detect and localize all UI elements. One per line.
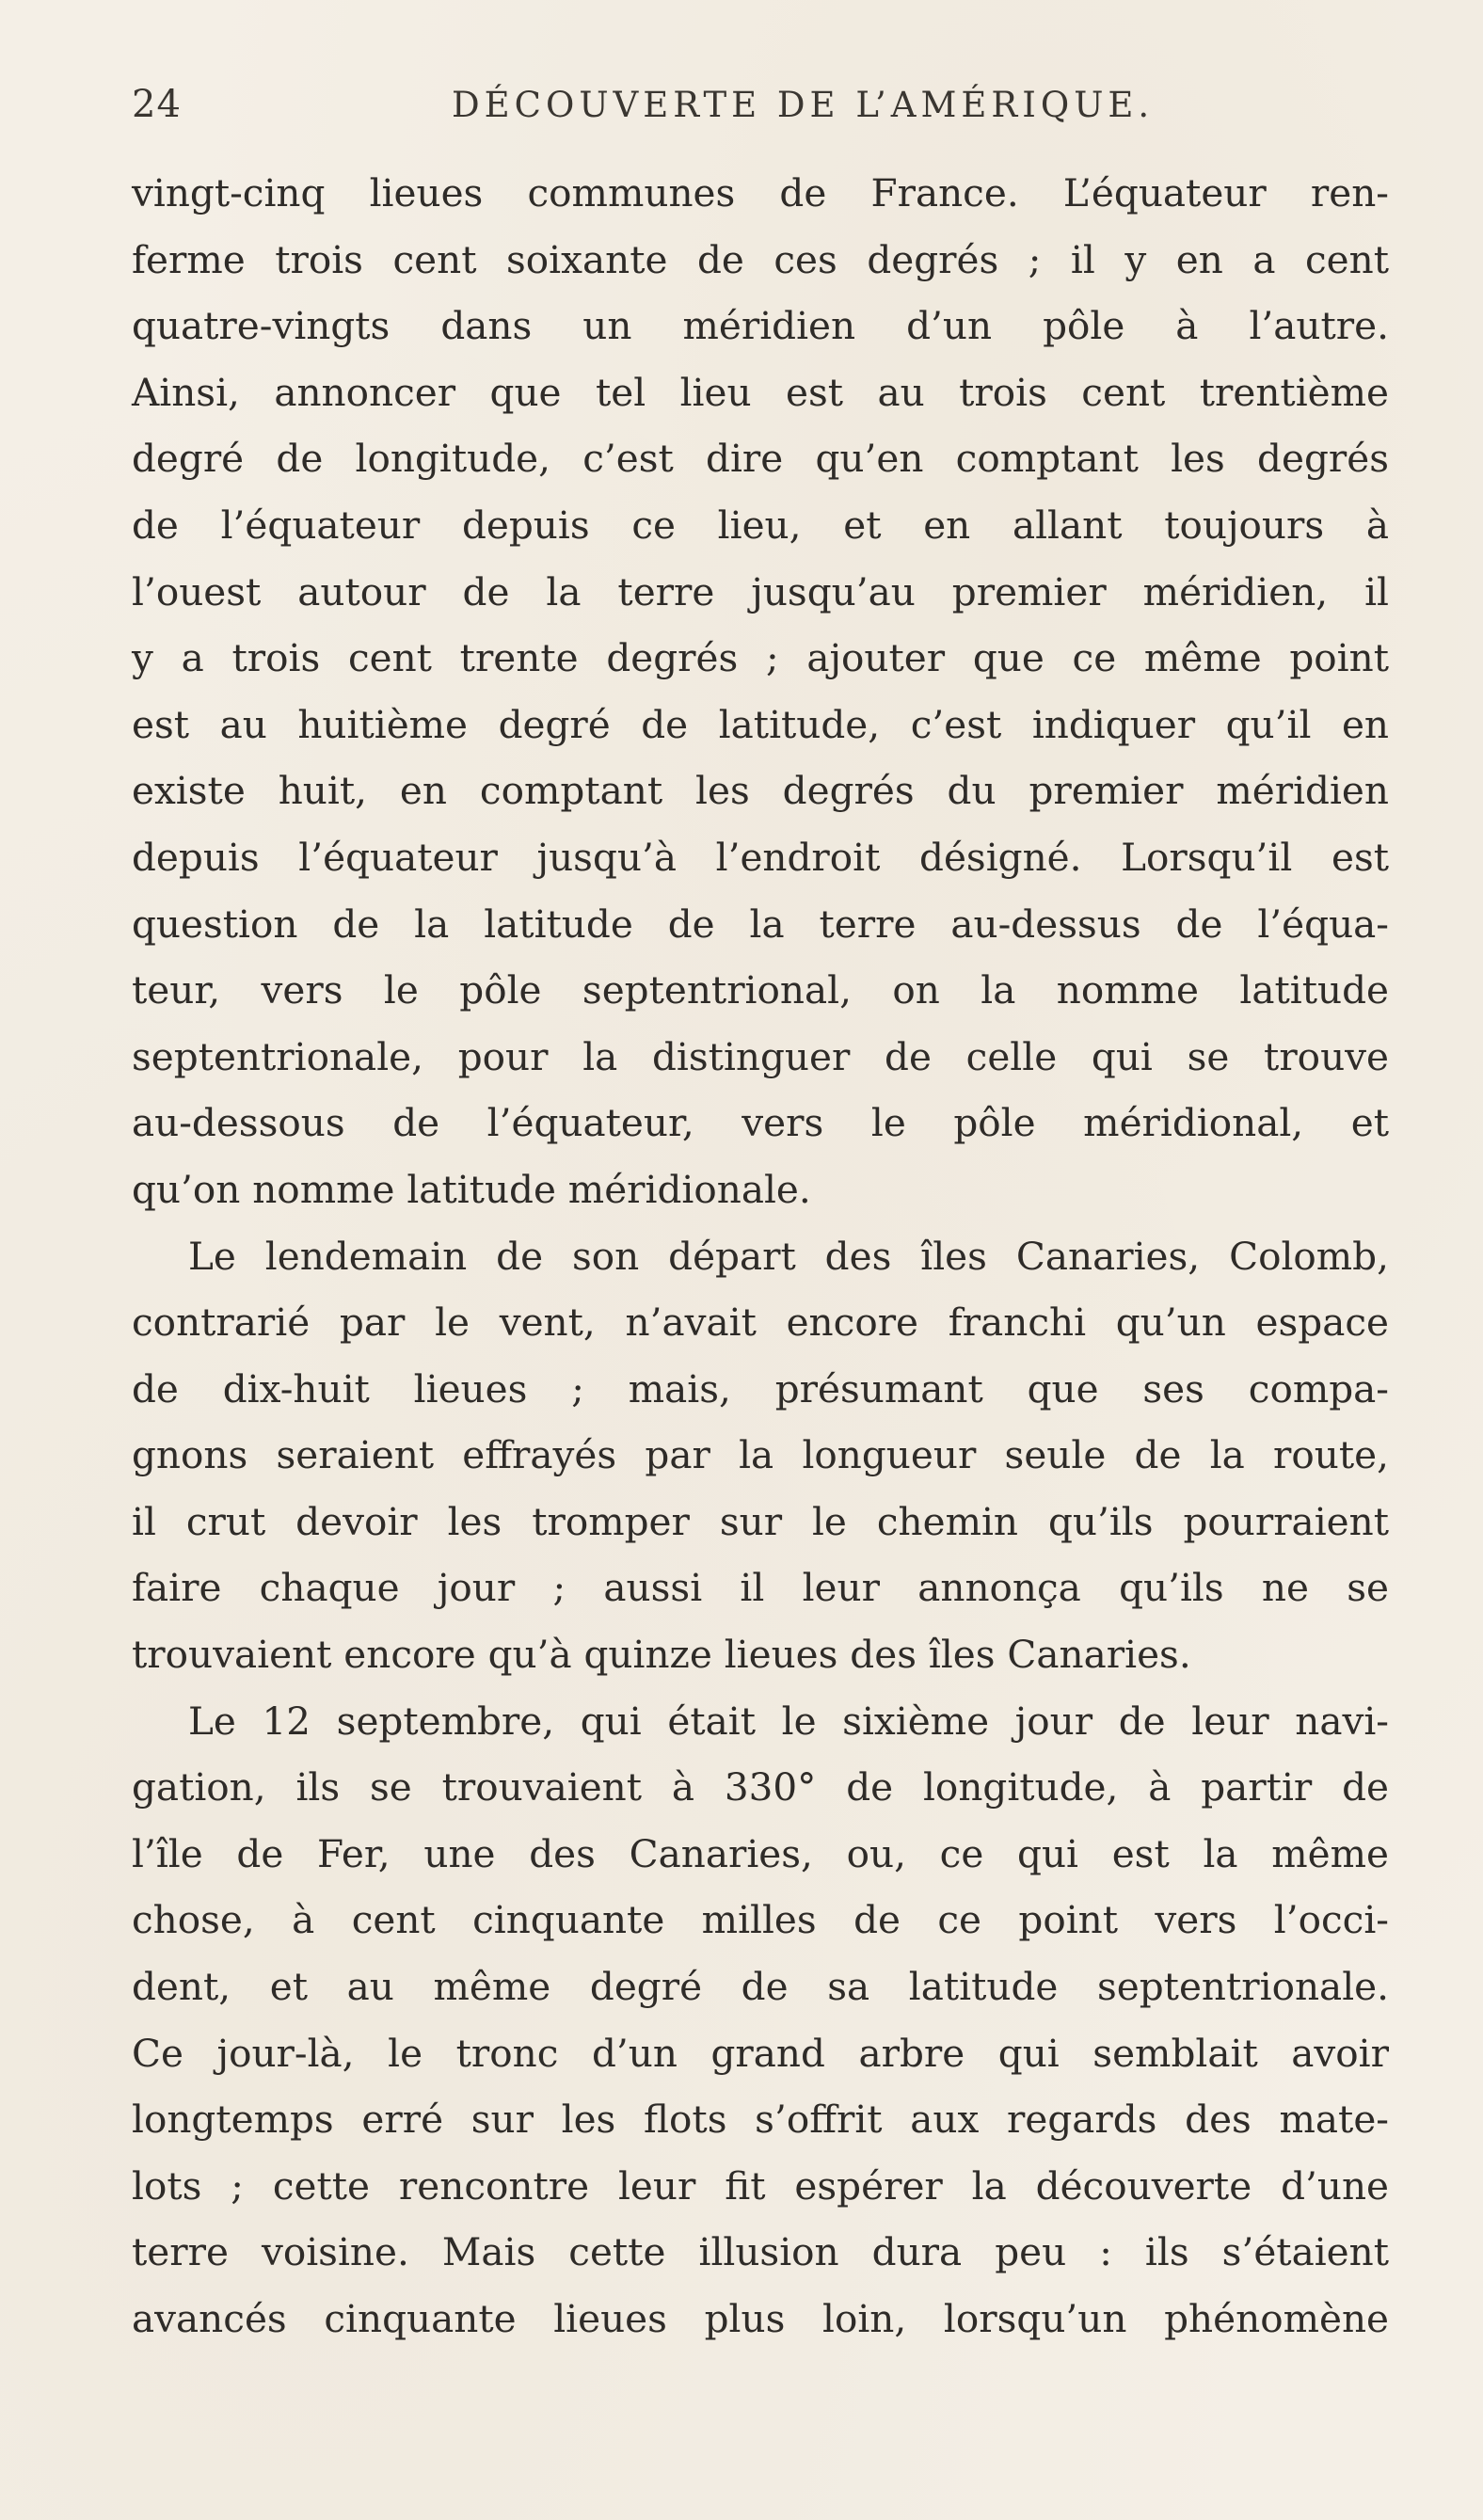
text-line: l’ouest autour de la terre jusqu’au premier méridien, il xyxy=(132,568,1389,614)
text-line: qu’on nomme latitude méridionale. xyxy=(132,1166,811,1212)
text-line: Ce jour-là, le tronc d’un grand arbre qui semblait avoir xyxy=(132,2030,1389,2076)
text-line: de l’équateur depuis ce lieu, et en allant toujours à xyxy=(132,502,1389,548)
running-title: DÉCOUVERTE DE L’AMÉRIQUE. xyxy=(452,85,1155,125)
text-line: question de la latitude de la terre au-dessus de l’équa- xyxy=(132,901,1389,947)
text-line: Le 12 septembre, qui était le sixième jour de leur navi- xyxy=(188,1698,1389,1744)
text-line: Ainsi, annoncer que tel lieu est au trois cent trentième xyxy=(132,369,1389,415)
text-line: degré de longitude, c’est dire qu’en comptant les degrés xyxy=(132,436,1389,482)
text-line: au-dessous de l’équateur, vers le pôle méridional, et xyxy=(132,1100,1389,1146)
text-line: quatre-vingts dans un méridien d’un pôle à l’autre. xyxy=(132,303,1389,349)
page-header xyxy=(132,83,1389,139)
text-line: de dix-huit lieues ; mais, présumant que ses compa- xyxy=(132,1365,1389,1412)
text-line: Le lendemain de son départ des îles Canaries, Colomb, xyxy=(188,1233,1389,1279)
text-line: septentrionale, pour la distinguer de celle qui se trouve xyxy=(132,1033,1389,1079)
text-line: gation, ils se trouvaient à 330° de longitude, à partir de xyxy=(132,1764,1389,1810)
paragraph xyxy=(132,160,1389,1223)
text-line: longtemps erré sur les flots s’offrit aux regards des mate- xyxy=(132,2097,1389,2143)
text-line: faire chaque jour ; aussi il leur annonça qu’ils ne se xyxy=(132,1565,1389,1611)
text-line: gnons seraient effrayés par la longueur seule de la route, xyxy=(132,1432,1389,1478)
text-line: il crut devoir les tromper sur le chemin qu’ils pourraient xyxy=(132,1498,1389,1544)
text-line: dent, et au même degré de sa latitude septentrionale. xyxy=(132,1964,1389,2010)
page-number: 24 xyxy=(132,83,182,126)
text-line: lots ; cette rencontre leur fit espérer la découverte d’une xyxy=(132,2162,1389,2209)
text-line: trouvaient encore qu’à quinze lieues des îles Canaries. xyxy=(132,1632,1191,1678)
text-line: terre voisine. Mais cette illusion dura peu : ils s’étaient xyxy=(132,2229,1389,2275)
text-line: l’île de Fer, une des Canaries, ou, ce qui est la même xyxy=(132,1830,1389,1876)
body-text xyxy=(132,160,1389,2353)
paragraph xyxy=(132,1688,1389,2353)
text-line: avancés cinquante lieues plus loin, lorsqu’un phénomène xyxy=(132,2296,1389,2341)
text-line: ferme trois cent soixante de ces degrés ; il y en a cent xyxy=(132,236,1389,282)
text-line: teur, vers le pôle septentrional, on la nomme latitude xyxy=(132,967,1389,1013)
text-line: depuis l’équateur jusqu’à l’endroit désigné. Lorsqu’il est xyxy=(132,834,1389,880)
text-line: y a trois cent trente degrés ; ajouter que ce même point xyxy=(132,635,1389,681)
text-line: existe huit, en comptant les degrés du premier méridien xyxy=(132,768,1389,814)
text-line: vingt-cinq lieues communes de France. L’équateur ren- xyxy=(132,170,1389,215)
text-line: est au huitième degré de latitude, c’est indiquer qu’il en xyxy=(132,701,1389,747)
paragraph xyxy=(132,1223,1389,1688)
text-line: chose, à cent cinquante milles de ce point vers l’occi- xyxy=(132,1897,1389,1943)
text-line: contrarié par le vent, n’avait encore franchi qu’un espace xyxy=(132,1300,1389,1346)
